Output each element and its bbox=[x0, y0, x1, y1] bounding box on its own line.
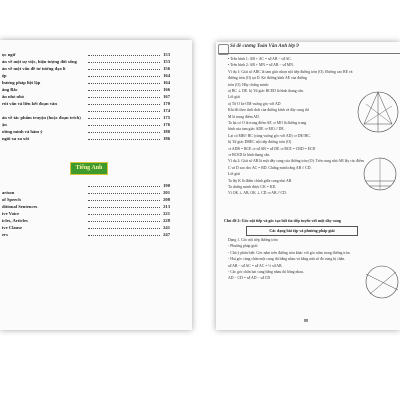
toc-leader bbox=[88, 200, 160, 201]
toc-title: hương pháp liệt lập bbox=[2, 80, 41, 85]
text-line: đường tròn (O) tại D. Kẻ đường kính AE của đường bbox=[228, 76, 307, 81]
text-line: b) Tứ giác DBEC nội tiếp đường tròn (O) bbox=[228, 140, 292, 145]
text-line: - Hai góc cùng chắn một cung thì bằng nhau và bằng nửa số đo cung bị chắn. bbox=[228, 257, 346, 262]
toc-page: 241 bbox=[163, 225, 170, 230]
circle-figure-3 bbox=[362, 260, 400, 304]
text-line: Ta lấy K là điểm chính giữa cung nhỏ AB bbox=[228, 178, 292, 183]
text-line: - Chú ý phân biệt: Góc nằm trên đường tròn khác với góc nằm trong đường tròn. bbox=[228, 250, 351, 255]
toc-title: icles, Articles bbox=[2, 218, 28, 223]
text-line: • Trên hình 2: AB + MN = sđ AB − sđ MN. bbox=[228, 63, 294, 68]
text-line: M là trung điểm AD. bbox=[228, 114, 260, 119]
toc-title: arison bbox=[2, 190, 15, 195]
toc-leader bbox=[88, 228, 160, 229]
text-line: Lời giải bbox=[228, 172, 241, 177]
text-line: Ví dụ 1: Giải số ABC là tam giác nhọn nội tiếp đường tròn (O). Đường cao BE và bbox=[228, 69, 353, 74]
text-line: tròn (O). Hãy chứng minh: bbox=[228, 82, 269, 87]
toc-leader bbox=[88, 214, 160, 215]
toc-leader bbox=[88, 111, 160, 112]
toc-row bbox=[0, 190, 192, 197]
toc-title: ận bbox=[2, 122, 7, 127]
toc-leader bbox=[88, 104, 160, 105]
toc-row bbox=[0, 211, 192, 218]
text-line: • Trên hình 1: AB + AC = sđ AB − sđ AC. bbox=[228, 57, 292, 61]
text-line: Lời giải bbox=[228, 95, 241, 100]
toc-leader bbox=[88, 90, 160, 91]
toc-leader bbox=[88, 62, 160, 63]
toc-title: ục ngữ bbox=[2, 52, 16, 57]
toc-leader bbox=[88, 139, 160, 140]
header-rule bbox=[218, 53, 400, 54]
toc-page: 180 bbox=[163, 129, 170, 134]
toc-page: 166 bbox=[163, 87, 170, 92]
circle-figure-2 bbox=[361, 155, 399, 193]
section-banner: Tiếng Anh bbox=[70, 162, 108, 175]
text-line: - Các góc chắn hai cung bằng nhau thì bằng nhau. bbox=[228, 270, 304, 274]
text-line: C và D sao cho AC = BD. Chứng minh rằng AB // CD. bbox=[228, 165, 312, 170]
toc-row bbox=[0, 52, 192, 59]
text-line: a) Từ O ke OM vuông góc với AD bbox=[228, 101, 281, 106]
page-number: 88 bbox=[304, 318, 308, 323]
toc-title: ản về một sự việc, hiện tượng đời sống bbox=[2, 59, 77, 64]
page-header bbox=[216, 42, 400, 58]
circle-figure-1 bbox=[356, 82, 400, 142]
toc-page: 153 bbox=[163, 59, 170, 64]
text-line: ⇒ BCED là hình thang cân. bbox=[228, 153, 271, 157]
toc-page: 175 bbox=[163, 115, 170, 120]
toc-title: ngôi xa xa xôi bbox=[2, 136, 29, 141]
toc-leader bbox=[88, 76, 160, 77]
text-line: - Phương pháp giải: bbox=[228, 244, 259, 249]
toc-title: rút vấn và liên kết đoạn văn bbox=[2, 101, 57, 106]
toc-page: 164 bbox=[163, 73, 170, 78]
toc-leader bbox=[88, 193, 160, 194]
toc-row bbox=[0, 232, 192, 239]
toc-row bbox=[0, 101, 192, 108]
toc-title: ệp bbox=[2, 73, 7, 78]
text-line: sđ AB − sđ AC = sđ AC = ½ sđ AB. bbox=[228, 263, 283, 268]
toc-row bbox=[0, 129, 192, 136]
toc-page: 167 bbox=[163, 94, 170, 99]
toc-title: ive Voice bbox=[2, 211, 20, 216]
toc-leader bbox=[88, 83, 160, 84]
toc-leader bbox=[88, 125, 160, 126]
toc-leader bbox=[88, 118, 160, 119]
toc-leader bbox=[88, 221, 160, 222]
text-line: Ta chứng minh được CK = KD. bbox=[228, 185, 277, 189]
toc-leader bbox=[88, 207, 160, 208]
text-line: Dạng 1. Góc nội tiếp đường tròn bbox=[228, 238, 278, 242]
toc-leader bbox=[88, 186, 160, 187]
toc-page: 247 bbox=[163, 232, 170, 237]
toc-row bbox=[0, 66, 192, 73]
toc-leader bbox=[88, 132, 160, 133]
text-line: bình của tam giác ADE ⇒ MO // DE. bbox=[228, 127, 285, 132]
toc-title: ản về một vấn đề tư tưởng đạo lí bbox=[2, 66, 66, 71]
toc-page: 153 bbox=[163, 52, 170, 57]
toc-page: 164 bbox=[163, 80, 170, 85]
toc-leader bbox=[88, 97, 160, 98]
toc-page: 186 bbox=[163, 136, 170, 141]
toc-row bbox=[0, 197, 192, 204]
toc-row bbox=[0, 183, 192, 190]
text-line: a) BC ⊥ DE. b) Tứ giác BCED là hình thang cân. bbox=[228, 89, 304, 93]
toc-row bbox=[0, 94, 192, 101]
toc-title: ản về tác phẩm truyện (hoặc đoạn trích) bbox=[2, 115, 81, 120]
toc-row bbox=[0, 225, 192, 232]
right-page bbox=[216, 42, 400, 330]
toc-page: 190 bbox=[163, 183, 170, 188]
page-title: Sổ đề cương Toán Văn Anh lớp 9 bbox=[230, 44, 299, 49]
toc-row bbox=[0, 73, 192, 80]
toc-page: 213 bbox=[163, 204, 170, 209]
toc-title: ẩn nhỏ nhỏ bbox=[2, 94, 24, 99]
topic-heading: Chủ đề 2: Góc nội tiếp và góc tạo bởi tia tiếp tuyến với một dây cung bbox=[224, 218, 341, 223]
toc-row bbox=[0, 136, 192, 143]
toc-row bbox=[0, 87, 192, 94]
toc-page: 228 bbox=[163, 218, 170, 223]
toc-page: 176 bbox=[163, 122, 170, 127]
text-line: AD − CD = sđ AD − sđ CD bbox=[228, 276, 271, 281]
left-page bbox=[0, 40, 192, 330]
toc-page: 221 bbox=[163, 211, 170, 216]
toc-title: ditional Sentences bbox=[2, 204, 38, 209]
toc-title: of Speech bbox=[2, 197, 21, 202]
toc-row bbox=[0, 204, 192, 211]
toc-page: 201 bbox=[163, 190, 170, 195]
text-line: Vì OK ⊥ AB, OK ⊥ CD ⇒ AB // CD. bbox=[228, 191, 287, 196]
toc-title: ers bbox=[2, 232, 8, 237]
toc-page: 174 bbox=[163, 108, 170, 113]
toc-leader bbox=[88, 69, 160, 70]
toc-page: 170 bbox=[163, 101, 170, 106]
toc-row bbox=[0, 218, 192, 225]
toc-row bbox=[0, 122, 192, 129]
section-box: Các dạng bài tập và phương pháp giải bbox=[246, 226, 358, 236]
toc-row bbox=[0, 59, 192, 66]
toc-title: ường minh và hàm ý bbox=[2, 129, 43, 134]
text-line: Ta lại có O là trung điểm AE ⇒ MO là đường trung bbox=[228, 121, 307, 125]
toc-row bbox=[0, 80, 192, 87]
toc-leader bbox=[88, 55, 160, 56]
toc-page: 156 bbox=[163, 66, 170, 71]
toc-page: 208 bbox=[163, 197, 170, 202]
toc-leader bbox=[88, 235, 160, 236]
toc-row bbox=[0, 108, 192, 115]
toc-row bbox=[0, 115, 192, 122]
text-line: Khi đó theo tính chất của đường kính và dây cung thì bbox=[228, 108, 309, 113]
text-line: Ví dụ 2: Giải số AB là một dây cung của đường tròn (O). Trên cung nhỏ AB lấy các điểm bbox=[228, 159, 364, 164]
text-line: ⇒ ADB = BCE ⇒ sđ AB = sđ DE ⇒ BCE = CBD = ECD bbox=[228, 146, 316, 151]
text-line: Lại có MH// BC (cùng vuông góc với AD) ⇒ DE//BC. bbox=[228, 133, 311, 138]
toc-title: ăng Bắc bbox=[2, 87, 18, 92]
toc-title: ive Clause bbox=[2, 225, 23, 230]
